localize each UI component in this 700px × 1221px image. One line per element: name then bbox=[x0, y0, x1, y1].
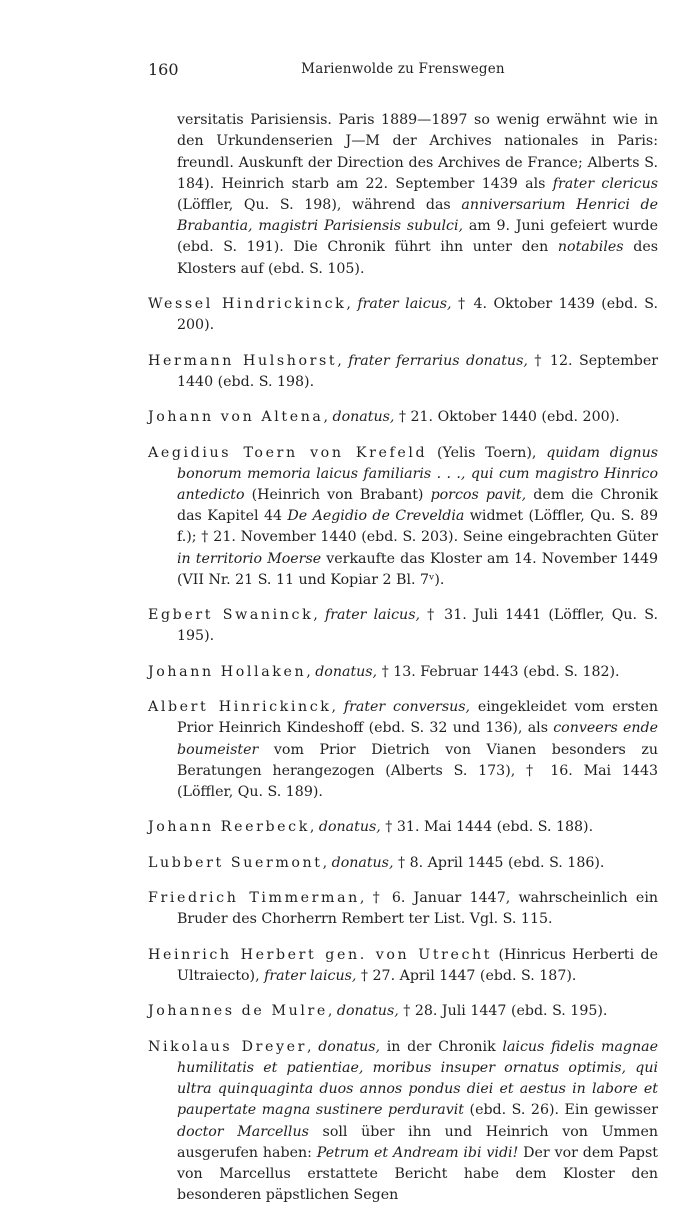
entry-name: Nikolaus Dreyer bbox=[148, 1038, 307, 1055]
text-run: des Klosters auf (ebd. S. 105). bbox=[177, 239, 658, 277]
entry-wessel-hindrickinck bbox=[148, 294, 658, 336]
italic-run: frater conversus, bbox=[343, 699, 471, 716]
text-run: (Hinricus Herberti de Ultraiecto), bbox=[177, 946, 659, 984]
entry-name: Johann Reerbeck bbox=[148, 819, 310, 836]
body-text bbox=[148, 96, 658, 1221]
entry-name: Egbert Swaninck bbox=[148, 607, 314, 624]
text-run: verkaufte das Kloster am 14. November 1449 (VII Nr. 21 S. 11 und Kopiar 2 Bl. 7ᵛ). bbox=[177, 550, 659, 588]
text-run: in der Chronik bbox=[380, 1038, 503, 1055]
entry-johannes-de-mulre bbox=[148, 1001, 658, 1022]
text-run: † 27. April 1447 (ebd. S. 187). bbox=[356, 967, 577, 984]
italic-run: frater laicus, bbox=[264, 967, 357, 984]
continuation-paragraph bbox=[148, 110, 658, 280]
text-run: † 8. April 1445 (ebd. S. 186). bbox=[393, 854, 605, 871]
text-run: (ebd. S. 26). Ein gewisser bbox=[464, 1102, 659, 1119]
text-run: , † 6. Januar 1447, wahrscheinlich ein Bruder des Chorherrn Rembert ter List. Vgl. S. 115. bbox=[177, 890, 658, 928]
italic-run: anniversarium Henrici de Brabantia, magistri Parisiensis subulci, bbox=[177, 197, 658, 235]
text-run: † 31. Mai 1444 (ebd. S. 188). bbox=[380, 819, 594, 836]
italic-run: notabiles bbox=[557, 239, 624, 256]
entry-hermann-hulshorst bbox=[148, 351, 658, 393]
entry-name: Albert Hinrickinck bbox=[148, 699, 332, 716]
entry-name: Heinrich Herbert gen. von Utrecht bbox=[148, 946, 493, 963]
text-run: , bbox=[323, 409, 333, 426]
italic-run: De Aegidio de Creveldia bbox=[287, 508, 465, 525]
italic-run: donatus, bbox=[318, 1038, 381, 1055]
text-run: widmet (Löffler, Qu. S. 89 f.); † 21. November 1440 (ebd. S. 203). Seine eingebrachten Güter bbox=[177, 508, 658, 546]
text-run: , bbox=[322, 854, 332, 871]
entry-egbert-swaninck bbox=[148, 605, 658, 647]
entry-name: Johannes de Mulre bbox=[148, 1003, 328, 1020]
entry-johann-hollaken bbox=[148, 662, 658, 683]
text-run: † 31. Juli 1441 (Löffler, Qu. S. 195). bbox=[177, 607, 658, 645]
text-run: † 4. Oktober 1439 (ebd. S. 200). bbox=[177, 296, 658, 334]
entry-name: Hermann Hulshorst bbox=[148, 352, 338, 369]
text-run: am 9. Juni gefeiert wurde (ebd. S. 191). Die Chronik führt ihn unter den bbox=[177, 218, 658, 256]
text-run: , bbox=[346, 296, 358, 312]
text-run: † 13. Februar 1443 (ebd. S. 182). bbox=[377, 663, 620, 680]
text-run: eingekleidet vom ersten Prior Heinrich Kindeshoff (ebd. S. 32 und 136), als bbox=[177, 699, 658, 737]
text-run: † 21. Oktober 1440 (ebd. 200). bbox=[394, 409, 620, 426]
running-head bbox=[148, 60, 658, 82]
text-run: soll über ihn und Heinrich von Ummen ausgerufen haben: bbox=[177, 1123, 658, 1161]
entry-name: Johann von Altena bbox=[148, 409, 324, 426]
entry-johann-reerbeck bbox=[148, 817, 658, 838]
italic-run: donatus, bbox=[336, 1003, 399, 1020]
italic-run: frater ferrarius donatus, bbox=[348, 352, 528, 369]
italic-run: frater laicus, bbox=[357, 296, 452, 312]
italic-run: in territorio Moerse bbox=[177, 550, 322, 567]
entry-lubbert-suermont bbox=[148, 853, 658, 874]
text-run: dem die Chronik das Kapitel 44 bbox=[177, 486, 658, 525]
text-run: vom Prior Dietrich von Vianen besonders zu Beratungen herangezogen (Alberts S. 173), † 16. Mai 1443 (Löffler, Qu. S. 189). bbox=[177, 741, 658, 800]
entry-name: Aegidius Toern von Krefeld bbox=[148, 444, 428, 461]
text-run: versitatis Parisiensis. Paris 1889—1897 so wenig erwähnt wie in den Urkundenserien J—M der Archives nationales in Paris: freundl. Auskunft der Direction des Archives de France; Alberts S. 184). Heinrich starb am 22. September 1439 als bbox=[177, 112, 658, 192]
text-run: Der vor dem Papst von Marcellus erstattete Bericht habe dem Kloster den besonderen päpstlichen Segen bbox=[177, 1144, 658, 1204]
text-run: (Löffler, Qu. S. 198), während das bbox=[177, 197, 462, 213]
italic-run: quidam dignus bonorum memoria laicus familiaris . . ., qui cum magistro Hinrico antedicto bbox=[177, 444, 658, 503]
entry-johann-von-altena bbox=[148, 407, 658, 428]
entry-heinrich-herbert bbox=[148, 945, 658, 987]
text-run: , bbox=[309, 819, 319, 836]
text-run: , bbox=[306, 1038, 319, 1055]
italic-run: porcos pavit, bbox=[430, 486, 527, 503]
italic-run: laicus fidelis magnae humilitatis et patientiae, moribus insuper ornatus optimis, qui ultra quinquaginta duos annos pondus diei et aestus in labore et paupertate magna sustinere perduravit bbox=[177, 1038, 659, 1119]
text-run: , bbox=[313, 607, 325, 624]
italic-run: donatus, bbox=[318, 819, 381, 836]
entry-name: Johann Hollaken bbox=[148, 663, 307, 680]
italic-run: doctor Marcellus bbox=[177, 1123, 309, 1140]
text-run: (Heinrich von Brabant) bbox=[244, 486, 431, 503]
italic-run: donatus, bbox=[315, 663, 378, 680]
entry-aegidius-toern bbox=[148, 443, 658, 591]
italic-run: frater laicus, bbox=[325, 607, 420, 624]
entry-name: Lubbert Suermont bbox=[148, 854, 323, 871]
text-run: (Yelis Toern), bbox=[427, 444, 547, 461]
text-run: , bbox=[327, 1003, 337, 1020]
italic-run: donatus, bbox=[332, 409, 395, 426]
entry-name: Friedrich Timmerman bbox=[148, 890, 360, 907]
page-number: 160 bbox=[148, 60, 179, 79]
italic-run: donatus, bbox=[331, 854, 394, 871]
entry-nikolaus-dreyer bbox=[148, 1037, 658, 1207]
entry-friedrich-timmerman bbox=[148, 888, 658, 930]
entry-name: Wessel Hindrickinck bbox=[148, 296, 347, 312]
text-run: , bbox=[331, 699, 344, 716]
entry-albert-hinrickinck bbox=[148, 697, 658, 803]
italic-run: frater clericus bbox=[552, 175, 658, 192]
italic-run: Petrum et Andream ibi vidi! bbox=[316, 1144, 519, 1161]
running-title: Marienwolde zu Frenswegen bbox=[301, 61, 505, 77]
text-run: † 12. September 1440 (ebd. S. 198). bbox=[177, 352, 658, 390]
italic-run: conveers ende boumeister bbox=[177, 720, 658, 758]
text-run: † 28. Juli 1447 (ebd. S. 195). bbox=[398, 1003, 608, 1020]
text-run: , bbox=[337, 352, 349, 369]
text-run: , bbox=[306, 663, 316, 680]
